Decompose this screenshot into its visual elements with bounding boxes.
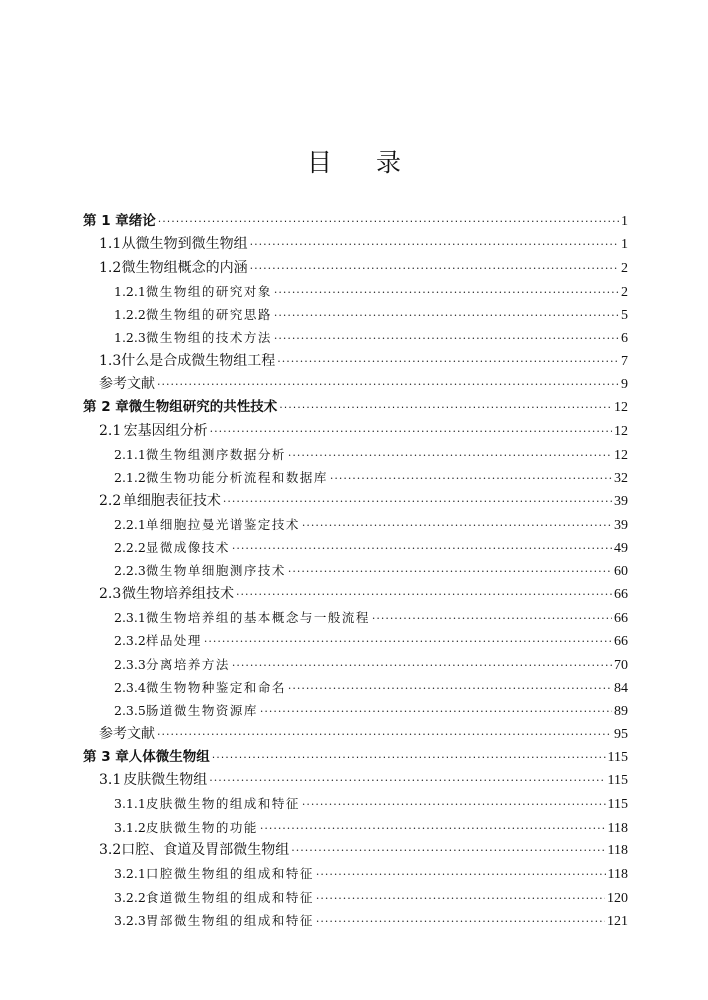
toc-entry-page: 89: [614, 704, 628, 720]
toc-entry-number: 2.2.3: [114, 563, 146, 579]
toc-entry: [83, 792, 628, 815]
toc-entry: [83, 629, 628, 652]
toc-entry: [83, 676, 628, 699]
toc-entry-page: 118: [607, 820, 628, 836]
toc-entry-number: 1.2.1: [114, 283, 146, 299]
dot-leader: [316, 887, 605, 910]
toc-entry-title: 宏基因组分析: [123, 422, 208, 439]
dot-leader: [223, 490, 612, 513]
dot-leader: [316, 910, 605, 933]
dot-leader: [209, 769, 605, 792]
toc-entry-number: 3.2: [99, 842, 122, 859]
dot-leader: [279, 396, 612, 419]
toc-entry-title: 微生物组概念的内涵: [121, 259, 248, 276]
toc-entry-number: 3.2.2: [114, 889, 146, 905]
toc-entry-page: 2: [621, 284, 628, 300]
toc-entry-title: 口腔微生物组的组成和特征: [145, 866, 314, 882]
toc-entry-number: 2.1.2: [114, 470, 146, 486]
dot-leader: [274, 304, 619, 327]
dot-leader: [277, 350, 619, 373]
toc-entry: [83, 513, 628, 536]
toc-entry-title: 微生物组研究的共性技术: [128, 399, 278, 416]
toc-entry-number: 1.2.3: [114, 330, 146, 346]
toc-entry: [83, 396, 628, 419]
toc-entry-page: 1: [621, 214, 628, 229]
toc-entry-page: 12: [614, 423, 628, 439]
title-char-2: 录: [376, 148, 402, 177]
toc-entry: [83, 909, 628, 932]
toc-entry: [83, 746, 628, 769]
toc-entry-title: 微生物组的研究思路: [145, 307, 272, 323]
toc-entry-page: 66: [614, 611, 628, 627]
toc-entry-title: 胃部微生物组的组成和特征: [145, 912, 314, 928]
toc-entry-page: 9: [621, 377, 628, 393]
dot-leader: [288, 444, 612, 467]
toc-entry: [83, 839, 628, 862]
dot-leader: [210, 420, 612, 443]
toc-entry-number: 2.3: [99, 585, 122, 602]
toc-entry: [83, 769, 628, 792]
toc-entry-page: 6: [621, 331, 628, 347]
toc-entry-title: 微生物组测序数据分析: [145, 446, 286, 462]
toc-entry-number: 2.3.2: [114, 633, 146, 649]
toc-entry: [83, 559, 628, 582]
toc-entry-title: 微生物物种鉴定和命名: [145, 679, 286, 695]
toc-entry-page: 120: [607, 890, 628, 906]
toc-entry-title: 皮肤微生物的组成和特征: [145, 796, 300, 812]
toc-entry-title: 绪论: [128, 213, 156, 229]
dot-leader: [158, 210, 619, 233]
toc-entry-title: 微生物培养组的基本概念与一般流程: [145, 610, 370, 626]
toc-entry-number: 2.3.1: [114, 610, 146, 626]
toc-entry-page: 5: [621, 308, 628, 324]
dot-leader: [260, 700, 612, 723]
toc-entry-title: 皮肤微生物组: [123, 772, 208, 789]
toc-entry: [83, 443, 628, 466]
toc-entry-number: 第 3 章: [83, 748, 129, 765]
dot-leader: [316, 863, 606, 886]
toc-entry-page: 12: [614, 400, 628, 416]
toc-entry: [83, 862, 628, 885]
toc-entry-title: 人体微生物组: [128, 748, 210, 765]
toc-entry-title: 参考文献: [99, 376, 155, 393]
toc-entry-title: 食道微生物组的组成和特征: [145, 889, 314, 905]
toc-entry: [83, 816, 628, 839]
toc-entry-page: 66: [614, 586, 628, 602]
toc-entry-number: 2.1.1: [114, 446, 146, 462]
toc-entry: [83, 257, 628, 280]
toc-entry: [83, 326, 628, 349]
toc-entry: [83, 490, 628, 513]
dot-leader: [232, 537, 612, 560]
toc-entry: [83, 699, 628, 722]
dot-leader: [274, 281, 619, 304]
dot-leader: [250, 233, 619, 256]
toc-entry: [83, 466, 628, 489]
dot-leader: [204, 630, 612, 653]
toc-entry: [83, 886, 628, 909]
toc-entry: [83, 420, 628, 443]
toc-entry-page: 70: [614, 657, 628, 673]
dot-leader: [330, 467, 612, 490]
toc-entry-title: 参考文献: [99, 725, 155, 742]
toc-entry-page: 1: [621, 237, 628, 253]
dot-leader: [260, 817, 606, 840]
dot-leader: [232, 654, 612, 677]
toc-entry-title: 肠道微生物资源库: [145, 703, 258, 719]
toc-entry-page: 32: [614, 471, 628, 487]
dot-leader: [157, 723, 612, 746]
toc-entry-page: 49: [614, 541, 628, 557]
toc-entry-page: 121: [607, 913, 628, 929]
toc-entry-page: 39: [614, 493, 628, 509]
toc-entry: [83, 606, 628, 629]
toc-entry-number: 第 1 章: [83, 213, 129, 229]
toc-entry: [83, 280, 628, 303]
toc-entry-page: 7: [621, 353, 628, 369]
toc-entry-title: 分离培养方法: [145, 656, 230, 672]
dot-leader: [274, 327, 619, 350]
toc-entry-number: 1.1: [99, 236, 122, 253]
toc-entry-number: 3.1.1: [114, 796, 146, 812]
table-of-contents: [83, 210, 628, 932]
toc-entry-title: 样品处理: [145, 633, 202, 649]
toc-entry: [83, 536, 628, 559]
toc-entry-title: 微生物组的研究对象: [145, 283, 272, 299]
toc-entry-page: 66: [614, 634, 628, 650]
toc-entry-title: 微生物单细胞测序技术: [145, 563, 286, 579]
toc-entry-number: 3.2.3: [114, 912, 146, 928]
toc-entry-page: 115: [607, 749, 628, 765]
toc-entry: [83, 233, 628, 256]
toc-entry-number: 2.3.3: [114, 656, 146, 672]
toc-entry-page: 95: [614, 726, 628, 742]
toc-entry-title: 显微成像技术: [145, 540, 230, 556]
toc-entry-page: 84: [614, 680, 628, 696]
dot-leader: [302, 793, 606, 816]
toc-entry-page: 118: [607, 867, 628, 883]
title-char-1: 目: [306, 148, 332, 177]
toc-entry-number: 2.3.5: [114, 703, 146, 719]
dot-leader: [250, 257, 619, 280]
toc-entry-number: 第 2 章: [83, 399, 129, 416]
toc-entry: [83, 653, 628, 676]
toc-entry-page: 118: [607, 843, 628, 859]
toc-entry-page: 115: [607, 773, 628, 789]
toc-entry-title: 从微生物到微生物组: [121, 236, 248, 253]
toc-entry-title: 微生物组的技术方法: [145, 330, 272, 346]
toc-entry-title: 单细胞表征技术: [122, 492, 221, 509]
toc-entry-number: 3.1: [99, 772, 122, 789]
toc-entry: [83, 303, 628, 326]
toc-entry-number: 1.2: [99, 259, 122, 276]
toc-entry-title: 单细胞拉曼光谱鉴定技术: [145, 516, 300, 532]
dot-leader: [157, 373, 619, 396]
toc-entry-page: 115: [607, 797, 628, 813]
toc-entry-page: 60: [614, 564, 628, 580]
dot-leader: [288, 560, 612, 583]
dot-leader: [212, 746, 606, 769]
toc-entry-number: 1.3: [99, 352, 122, 369]
dot-leader: [291, 839, 605, 862]
dot-leader: [288, 677, 612, 700]
dot-leader: [372, 607, 612, 630]
toc-entry-number: 1.2.2: [114, 307, 146, 323]
toc-entry-title: 微生物培养组技术: [122, 585, 235, 602]
toc-entry-title: 微生物功能分析流程和数据库: [145, 470, 328, 486]
toc-entry-number: 2.1: [99, 422, 122, 439]
toc-entry-title: 口腔、食道及胃部微生物组: [121, 842, 290, 859]
toc-entry-number: 2.2: [99, 492, 122, 509]
page-title: [0, 143, 708, 179]
toc-entry: [83, 373, 628, 396]
toc-entry: [83, 583, 628, 606]
toc-entry: [83, 723, 628, 746]
toc-entry-page: 12: [614, 447, 628, 463]
dot-leader: [236, 583, 612, 606]
toc-entry-page: 39: [614, 517, 628, 533]
toc-entry-number: 2.3.4: [114, 679, 146, 695]
toc-entry-number: 2.2.2: [114, 540, 146, 556]
dot-leader: [302, 514, 612, 537]
toc-entry-title: 什么是合成微生物组工程: [121, 352, 276, 369]
toc-entry-title: 皮肤微生物的功能: [145, 819, 258, 835]
toc-entry-number: 2.2.1: [114, 516, 146, 532]
toc-entry: [83, 350, 628, 373]
toc-entry-number: 3.2.1: [114, 866, 146, 882]
toc-entry-page: 2: [621, 260, 628, 276]
toc-entry: [83, 210, 628, 233]
toc-entry-number: 3.1.2: [114, 819, 146, 835]
